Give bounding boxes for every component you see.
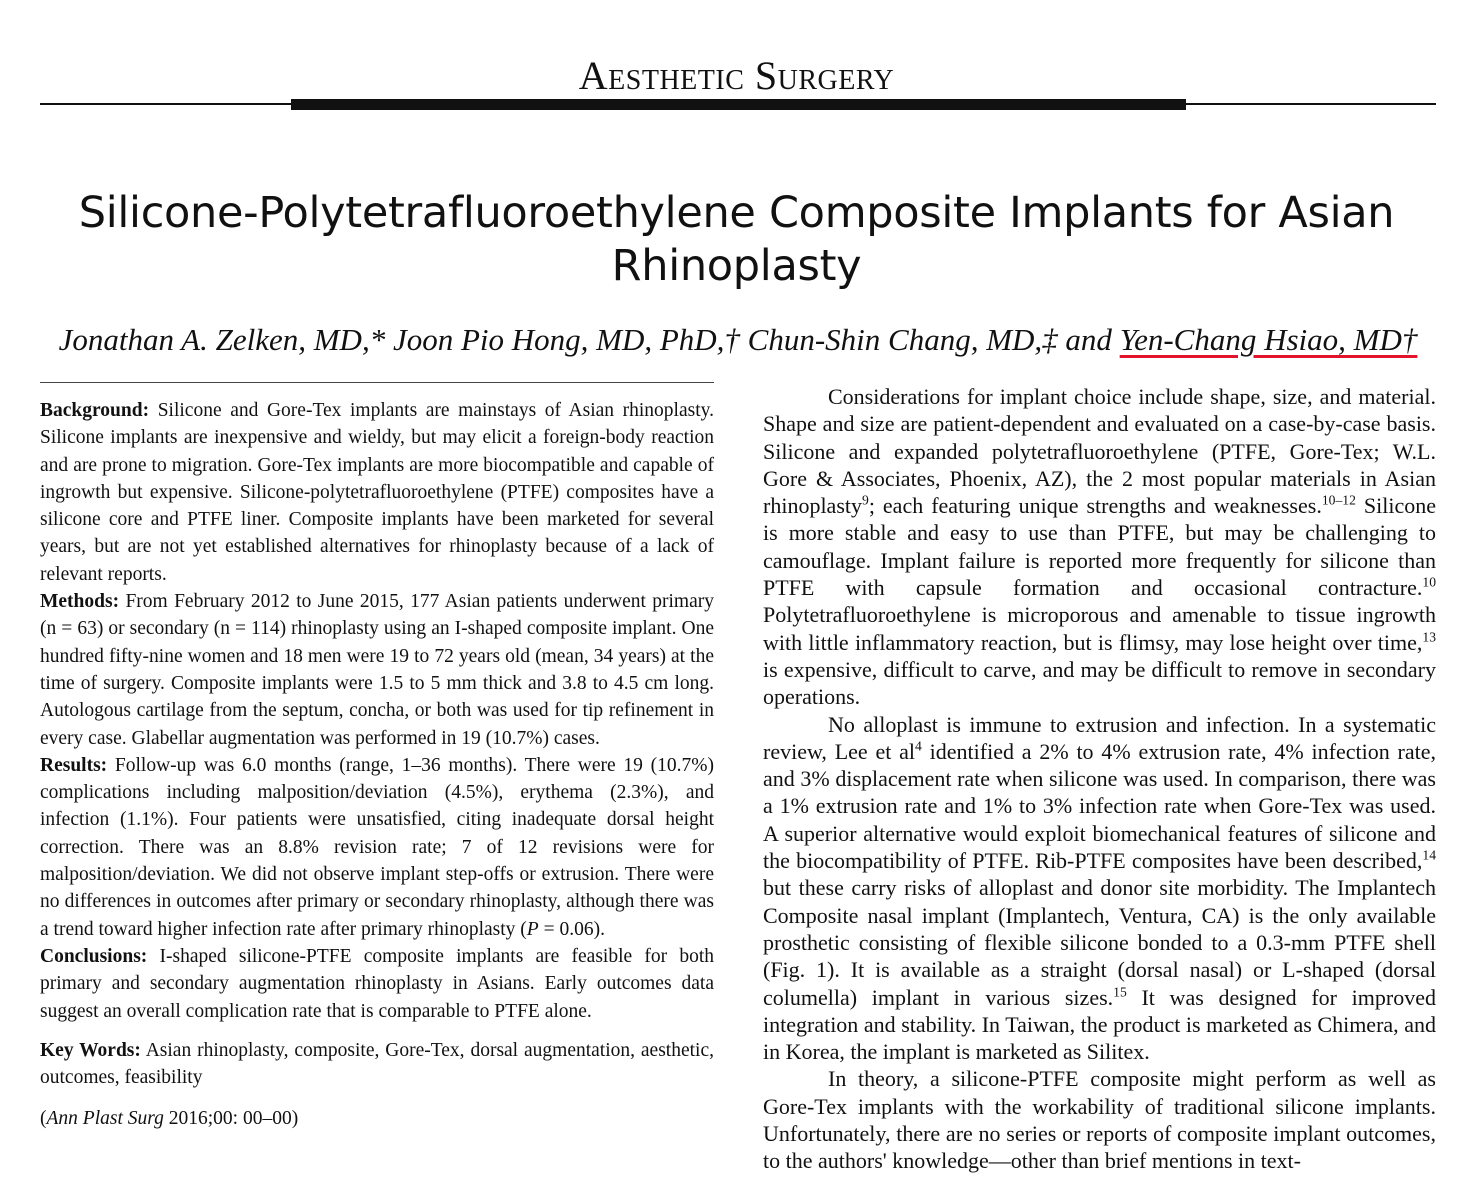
keywords-label: Key Words:	[40, 1039, 141, 1061]
body-paragraph-3	[763, 1065, 1436, 1174]
p2-ref-3: 15	[1113, 984, 1127, 1000]
citation	[40, 1105, 714, 1132]
p2-ref-1: 4	[915, 738, 922, 754]
p1-ref-4: 13	[1422, 629, 1436, 645]
highlighted-author: Yen-Chang Hsiao, MD†	[1119, 322, 1418, 357]
p2-text-c: but these carry risks of alloplast and donor site morbidity. The Implantech Composite nasal implant (Implantech, Ventura, CA) is the only available prosthetic consisting of flexible silicone bonded to a 0.3-mm PTFE shell (Fig. 1). It is available as a straight (dorsal nasal) or L-shaped (dorsal columella) implant in various sizes.	[763, 875, 1436, 1010]
methods-label: Methods:	[40, 591, 120, 613]
citation-journal: Ann Plast Surg	[46, 1108, 164, 1130]
abstract-results	[40, 752, 714, 943]
p1-ref-1: 9	[862, 492, 869, 508]
methods-text: From February 2012 to June 2015, 177 Asian patients underwent primary (n = 63) or secondary (n = 114) rhinoplasty using an I-shaped composite implant. One hundred fifty-nine women and 18 men were 19 to 72 years old (mean, 34 years) at the time of surgery. Composite implants were 1.5 to 5 mm thick and 3.8 to 4.5 cm long. Autologous cartilage from the septum, concha, or both was used for tip refinement in every case. Glabellar augmentation was performed in 19 (10.7%) cases.	[40, 591, 714, 749]
conclusions-text: I-shaped silicone-PTFE composite implants are feasible for both primary and secondary augmentation rhinoplasty in Asians. Early outcomes data suggest an overall complication rate that is comparable to PTFE alone.	[40, 945, 715, 1022]
results-text-end: = 0.06).	[538, 918, 605, 940]
background-text: Silicone and Gore-Tex implants are mainstays of Asian rhinoplasty. Silicone implants are inexpensive and wieldy, but may elicit a foreign-body reaction and are prone to migration. Gore-Tex implants are more biocompatible and capable of ingrowth but expensive. Silicone-polytetrafluoroethylene (PTFE) composites have a silicone core and PTFE liner. Composite implants have been marketed for several years, but are not yet established alternatives for rhinoplasty because of a lack of relevant reports.	[40, 400, 714, 585]
authors-text: Jonathan A. Zelken, MD,* Joon Pio Hong, MD, PhD,† Chun-Shin Chang, MD,‡ and	[58, 322, 1120, 357]
body-paragraph-2	[763, 711, 1436, 1066]
abstract-methods	[40, 588, 714, 752]
abstract-background	[40, 397, 714, 588]
p1-text-a: Considerations for implant choice include shape, size, and material. Shape and size are patient-dependent and evaluated on a case-by-case basis. Silicone and expanded polytetrafluoroethylene (PTFE, Gore-Tex; W.L. Gore & Associates, Phoenix, AZ), the 2 most popular materials in Asian rhinoplasty	[763, 384, 1436, 519]
abstract-column	[40, 397, 714, 1133]
p2-text-b: identified a 2% to 4% extrusion rate, 4% infection rate, and 3% displacement rate when silicone was used. In comparison, there was a 1% extrusion rate and 1% to 3% infection rate when Gore-Tex was used. A superior alternative would exploit biomechanical features of silicone and the biocompatibility of PTFE. Rib-PTFE composites have been described,	[763, 738, 1436, 874]
citation-rest: 2016;00: 00–00)	[163, 1108, 299, 1130]
p3-text-a: In theory, a silicone-PTFE composite might perform as well as Gore-Tex implants with the workability of traditional silicone implants. Unfortunately, there are no series or reports of composite implant outcomes, to the authors' knowledge—other than brief mentions in text-	[763, 1066, 1436, 1174]
keywords	[40, 1037, 714, 1092]
p1-text-b: ; each featuring unique strengths and weaknesses.	[868, 493, 1322, 519]
p1-text-c: Silicone is more stable and easy to use than PTFE, but may be challenging to camouflage. Implant failure is reported more frequently for silicone than PTFE with capsule formation and occasional contracture.	[763, 493, 1436, 601]
background-label: Background:	[40, 400, 150, 421]
conclusions-label: Conclusions:	[40, 945, 148, 967]
header-rule-thick	[291, 99, 1186, 110]
keywords-text: Asian rhinoplasty, composite, Gore-Tex, dorsal augmentation, aesthetic, outcomes, feasibility	[40, 1039, 714, 1089]
results-text: Follow-up was 6.0 months (range, 1–36 months). There were 19 (10.7%) complications including malposition/deviation (4.5%), erythema (2.3%), and infection (1.1%). Four patients were unsatisfied, citing inadequate dorsal height correction. There was an 8.8% revision rate; 7 of 12 revisions were for malposition/deviation. We did not observe implant step-offs or extrusion. There were no differences in outcomes after primary or secondary rhinoplasty, although there was a trend toward higher infection rate after primary rhinoplasty (	[40, 754, 715, 940]
p2-text-a: No alloplast is immune to extrusion and infection. In a systematic review, Lee et al	[763, 711, 1436, 764]
p1-ref-2: 10–12	[1321, 492, 1356, 508]
p2-ref-2: 14	[1422, 847, 1436, 863]
article-title: Silicone-Polytetrafluoroethylene Composite Implants for Asian Rhinoplasty	[78, 188, 1395, 291]
abstract-rule	[40, 382, 714, 383]
abstract-conclusions	[40, 943, 714, 1025]
p1-text-d: Polytetrafluoroethylene is microporous and amenable to tissue ingrowth with little inflammatory reaction, but is flimsy, may lose height over time,	[763, 602, 1436, 655]
author-list	[40, 318, 1436, 362]
citation-open: (	[40, 1108, 47, 1130]
results-p-symbol: P	[526, 918, 539, 940]
p2-text-d: It was designed for improved integration and stability. In Taiwan, the product is marketed as Chimera, and in Korea, the implant is marketed as Silitex.	[763, 984, 1436, 1065]
section-label: Aesthetic Surgery	[578, 53, 895, 98]
p1-text-e: is expensive, difficult to carve, and may be difficult to remove in secondary operations.	[763, 656, 1436, 710]
body-column	[763, 383, 1436, 1175]
p1-ref-3: 10	[1422, 574, 1436, 590]
results-label: Results:	[40, 754, 108, 776]
body-paragraph-1	[763, 383, 1436, 711]
